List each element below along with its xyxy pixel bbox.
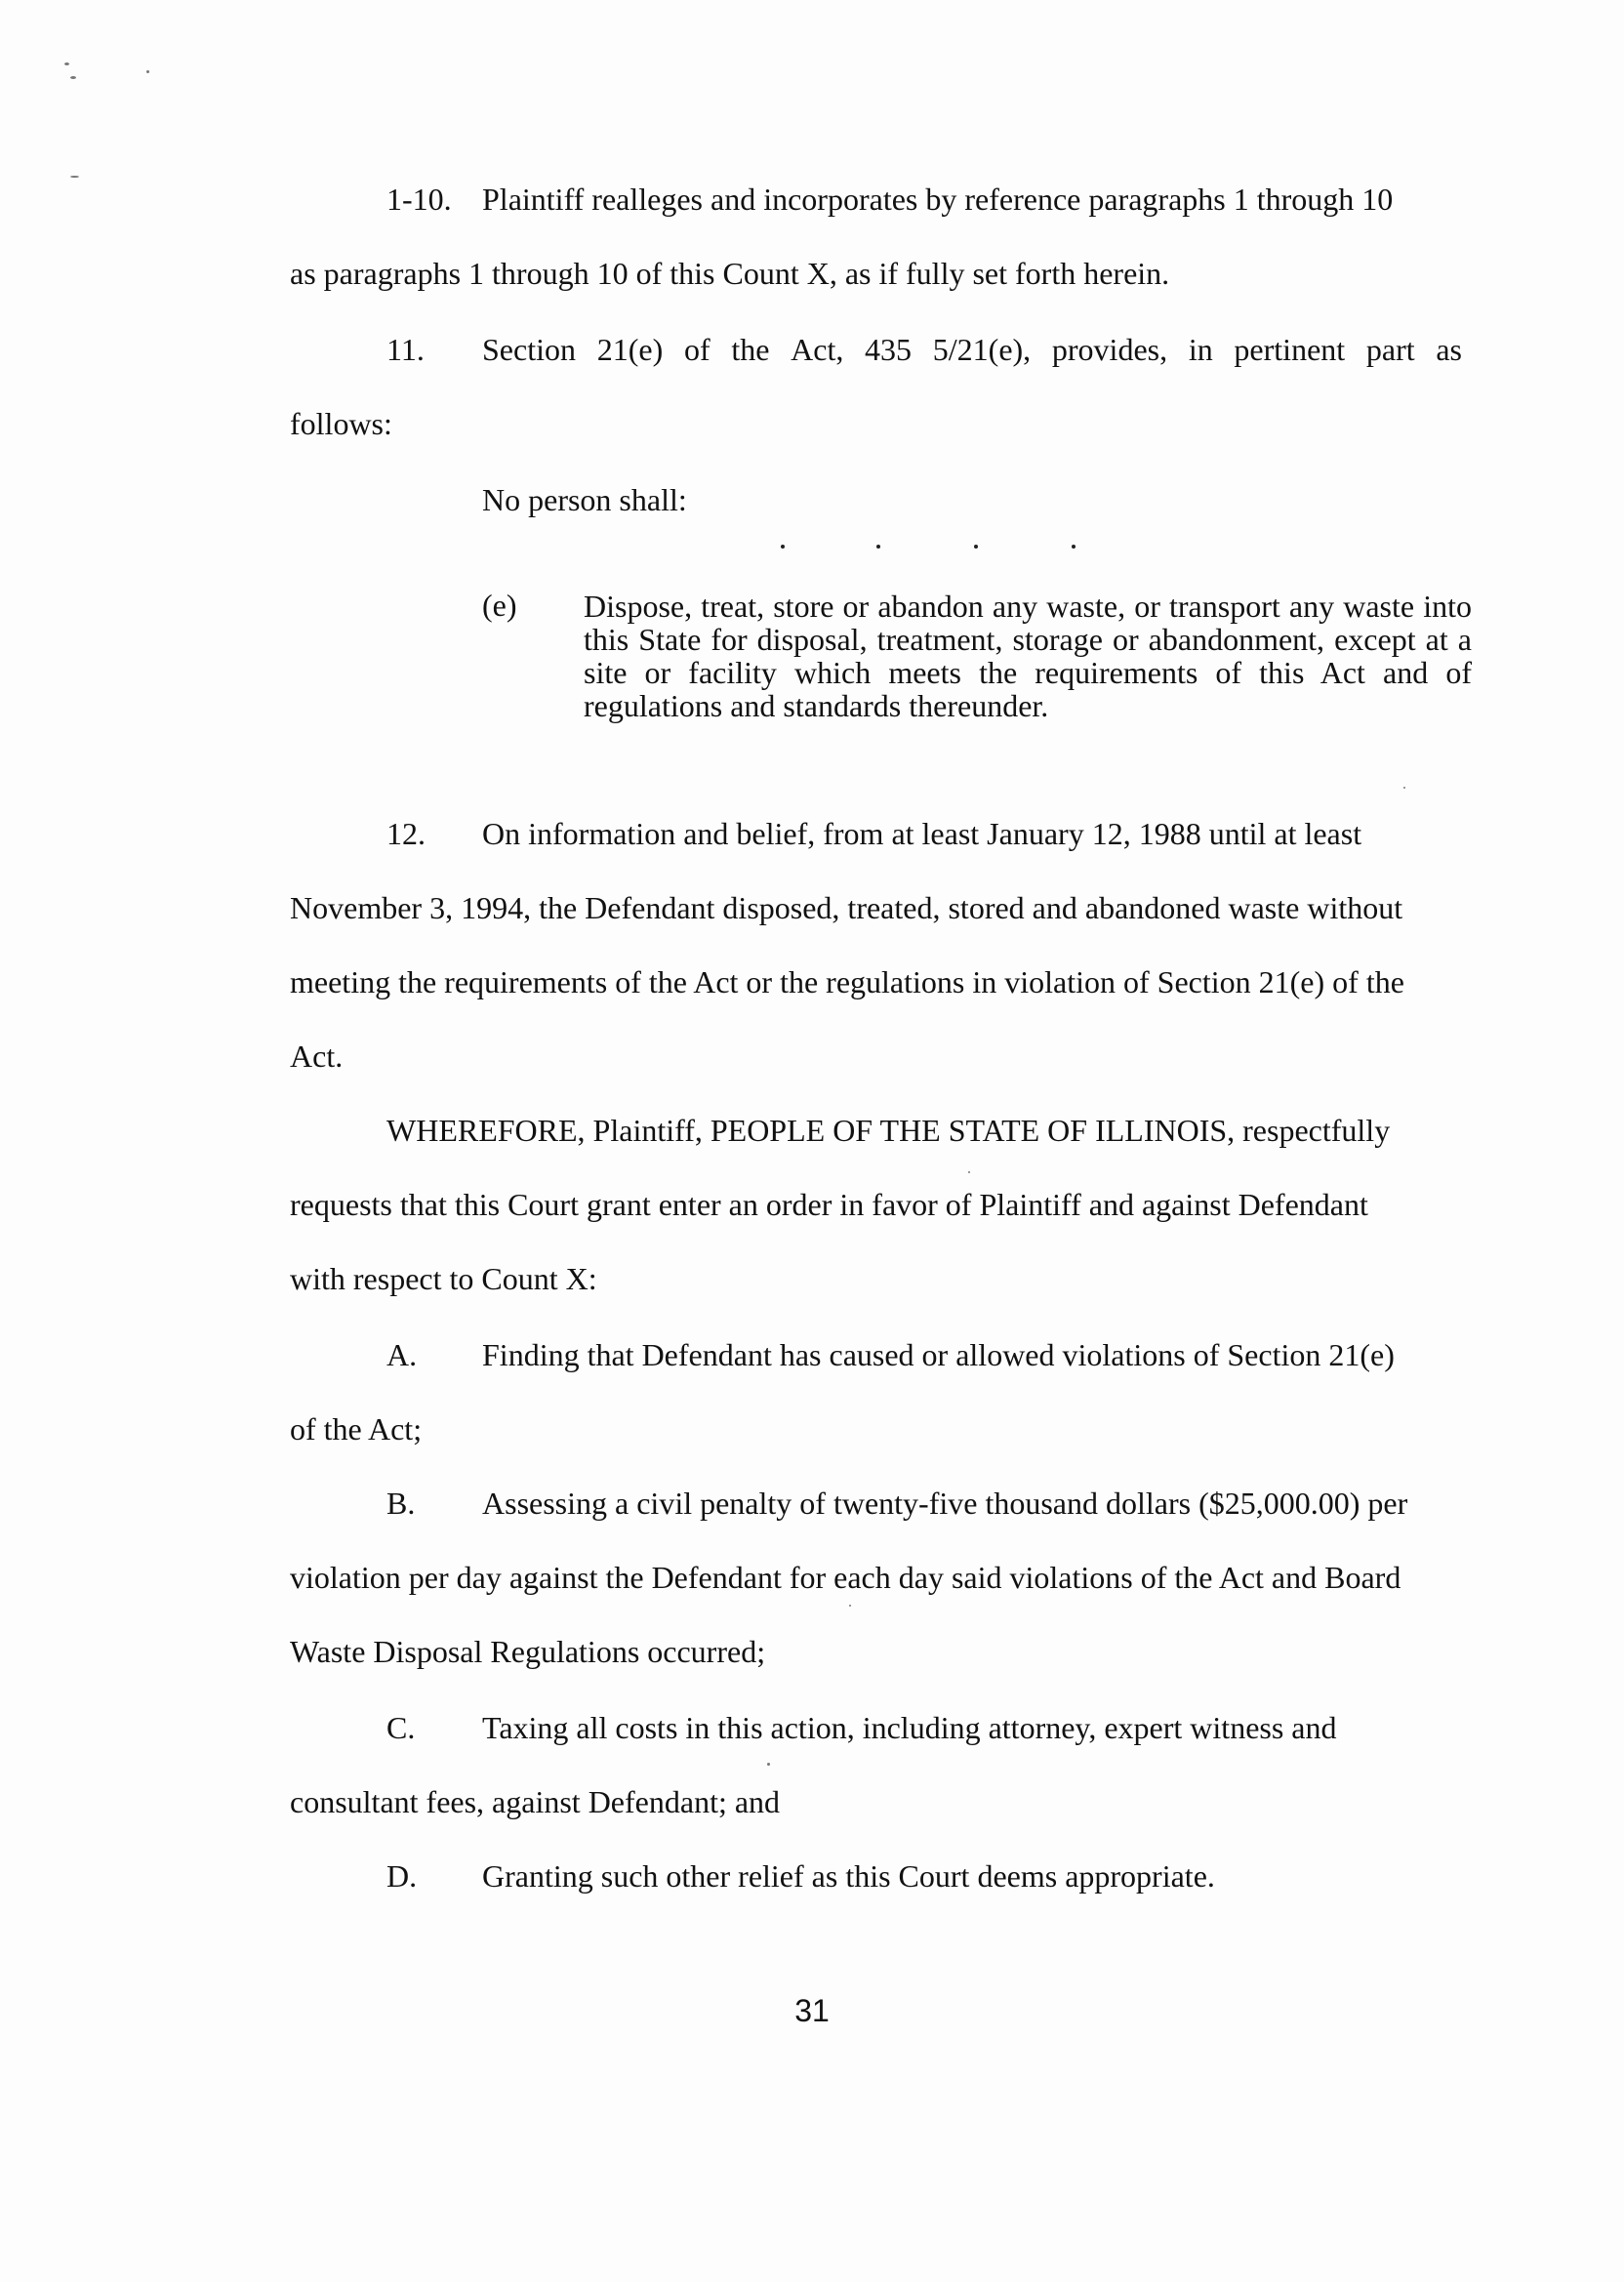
statute-subsection-label: (e) [482, 588, 517, 623]
scan-speck [64, 62, 69, 65]
paragraph-11-word: part [1365, 332, 1415, 367]
paragraph-12-line-2: November 3, 1994, the Defendant disposed, treated, stored and abandoned waste without [290, 890, 1403, 925]
statute-subsection-text: Dispose, treat, store or abandon any waste, or transport any waste into this State for disposal, treatment, storage or abandonment, except at a site or facility which meets the requirements of this Act and of regulations and standards thereunder. [584, 589, 1472, 723]
relief-label-c: C. [386, 1710, 416, 1745]
scan-speck [767, 1763, 770, 1766]
paragraph-12-line-1: On information and belief, from at least January 12, 1988 until at least [482, 816, 1362, 851]
statute-intro: No person shall: [482, 482, 687, 517]
wherefore-line-2: requests that this Court grant enter an order in favor of Plaintiff and against Defendant [290, 1187, 1368, 1222]
scan-speck [849, 1605, 851, 1607]
relief-c-line-2: consultant fees, against Defendant; and [290, 1784, 781, 1819]
paragraph-11-word: 435 [865, 332, 913, 367]
paragraph-11-word: 21(e) [596, 332, 664, 367]
paragraph-11-word: the [731, 332, 770, 367]
ellipsis-dot [974, 545, 978, 549]
ellipsis-dot [781, 545, 785, 549]
page-number: 31 [794, 1993, 830, 2028]
paragraph-11-line-1 [482, 330, 1462, 369]
ellipsis-dot [876, 545, 880, 549]
paragraph-11-word: as [1436, 332, 1462, 367]
wherefore-line-3: with respect to Count X: [290, 1261, 597, 1296]
paragraph-11-line-2: follows: [290, 406, 392, 441]
paragraph-11-word: Section [482, 332, 576, 367]
relief-d-line-1: Granting such other relief as this Court deems appropriate. [482, 1858, 1215, 1894]
paragraph-11-word: provides, [1051, 332, 1168, 367]
relief-b-line-1: Assessing a civil penalty of twenty-five thousand dollars ($25,000.00) per [482, 1486, 1408, 1521]
paragraph-11-word: 5/21(e), [932, 332, 1032, 367]
paragraph-11-word: pertinent [1234, 332, 1346, 367]
scan-speck [70, 76, 76, 79]
relief-a-line-2: of the Act; [290, 1411, 423, 1447]
paragraph-11-word: Act, [791, 332, 844, 367]
ellipsis-dot [1072, 545, 1076, 549]
relief-b-line-2: violation per day against the Defendant for each day said violations of the Act and Board [290, 1560, 1401, 1595]
paragraph-1-10-line-1: Plaintiff realleges and incorporates by reference paragraphs 1 through 10 [482, 182, 1394, 217]
paragraph-number-11: 11. [386, 332, 425, 367]
wherefore-line-1: WHEREFORE, Plaintiff, PEOPLE OF THE STATE OF ILLINOIS, respectfully [386, 1113, 1391, 1148]
paragraph-12-line-3: meeting the requirements of the Act or the regulations in violation of Section 21(e) of the [290, 964, 1404, 999]
paragraph-1-10-line-2: as paragraphs 1 through 10 of this Count X, as if fully set forth herein. [290, 256, 1170, 291]
relief-label-a: A. [386, 1337, 418, 1372]
paragraph-12-line-4: Act. [290, 1039, 344, 1074]
relief-label-b: B. [386, 1486, 416, 1521]
relief-b-line-3: Waste Disposal Regulations occurred; [290, 1634, 766, 1669]
scan-speck [1403, 787, 1405, 789]
scan-speck [70, 176, 79, 178]
scan-speck [968, 1171, 970, 1173]
paragraph-number-1-10: 1-10. [386, 182, 452, 217]
paragraph-11-word: of [683, 332, 710, 367]
relief-a-line-1: Finding that Defendant has caused or allowed violations of Section 21(e) [482, 1337, 1395, 1372]
paragraph-11-word: in [1188, 332, 1213, 367]
scan-speck [146, 70, 149, 73]
paragraph-number-12: 12. [386, 816, 426, 851]
relief-c-line-1: Taxing all costs in this action, including attorney, expert witness and [482, 1710, 1337, 1745]
relief-label-d: D. [386, 1858, 418, 1894]
